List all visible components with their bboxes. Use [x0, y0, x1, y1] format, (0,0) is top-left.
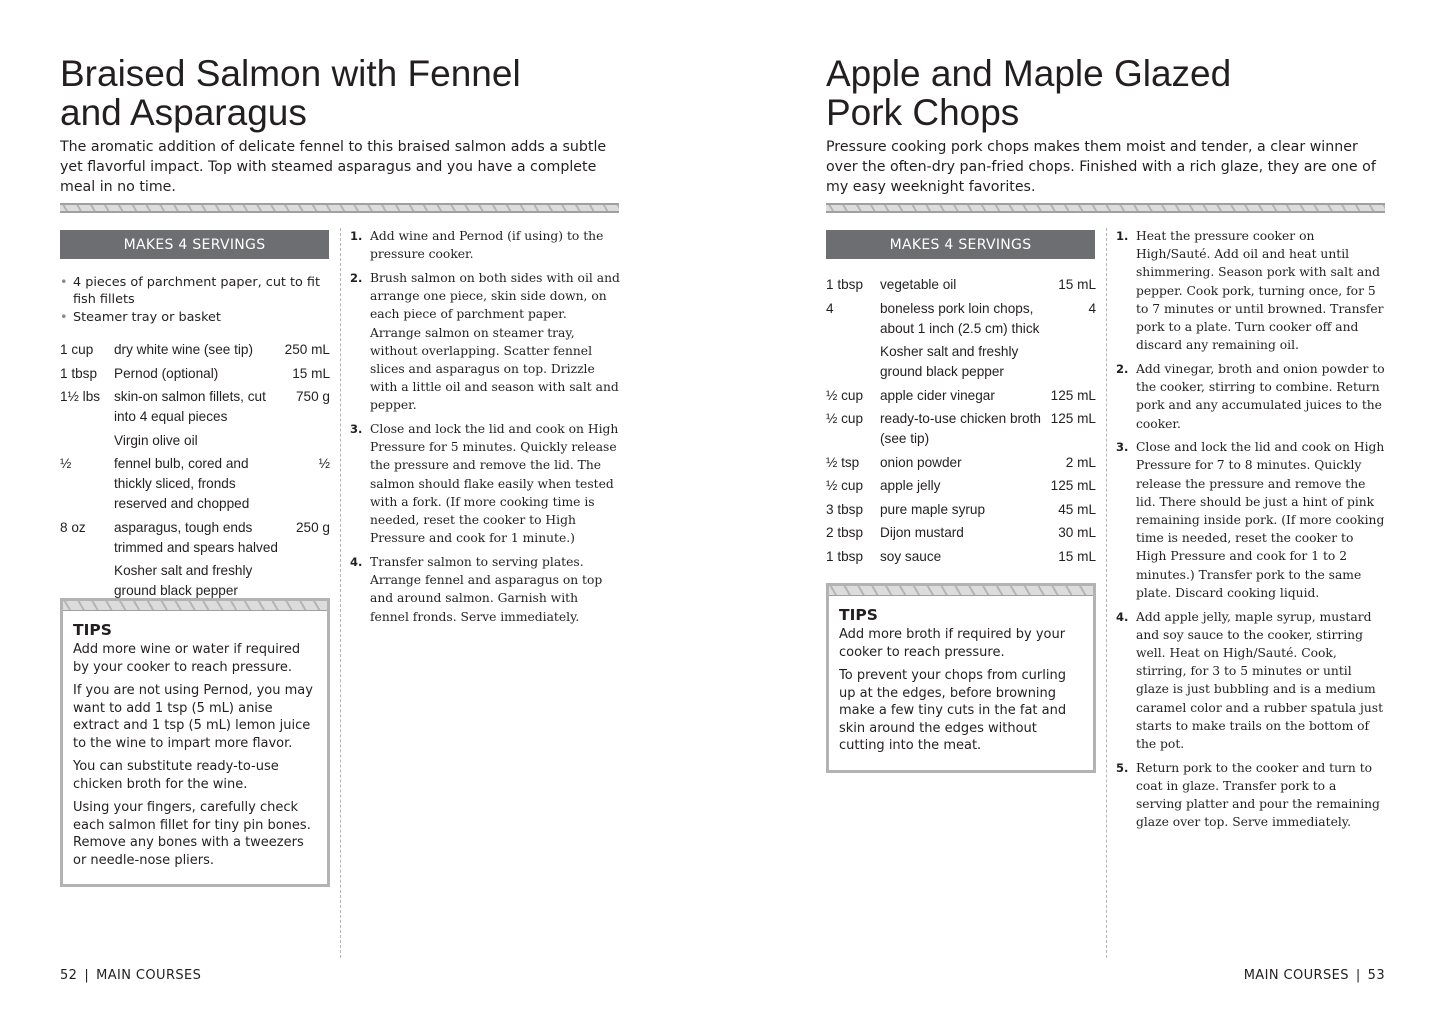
ingredient-row — [60, 340, 330, 360]
equipment-item: • Steamer tray or basket — [60, 309, 320, 326]
ingredient-qty: 1 tbsp — [826, 277, 864, 292]
page-number: 52 — [60, 968, 78, 983]
step-text: Close and lock the lid and cook on High Pressure for 5 minutes. Quickly release the pressure and remove the lid. The salmon should flake easily when tested with a fork. (If more cooking time is needed, reset the cooker to High Pressure and cook for 1 minute.) — [370, 422, 619, 546]
column-divider — [340, 228, 341, 958]
ingredient-qty: ½ cup — [826, 411, 864, 426]
ingredient-metric: 750 g — [295, 389, 330, 404]
step-number: 5. — [1116, 760, 1129, 775]
tips-box — [60, 598, 330, 887]
step-number: 3. — [350, 422, 363, 437]
ingredient-qty: 4 — [826, 300, 834, 316]
ingredient-metric — [284, 561, 330, 601]
step-text: Transfer salmon to serving plates. Arrange fennel and asparagus on top and around salmon. Garnish with fennel fronds. Serve immediately. — [370, 554, 603, 624]
page-footer — [60, 968, 201, 983]
ingredient-row — [60, 364, 330, 384]
ingredient-metric: 45 mL — [1058, 501, 1096, 517]
ingredient-row — [826, 275, 1096, 295]
step-number: 4. — [1116, 609, 1129, 624]
instruction-step — [1116, 360, 1386, 433]
ingredient-metric: 250 g — [295, 519, 330, 535]
step-text: Brush salmon on both sides with oil and arrange one piece, skin side down, on each piece of parchment paper. Arrange salmon on steamer tray, without overlapping. Scatter fennel slices and asparagus on top. Drizzle with a little oil and season with salt and pepper. — [370, 270, 620, 413]
ingredient-qty: 1 tbsp — [60, 365, 98, 381]
ingredient-qty: 2 tbsp — [826, 525, 864, 540]
ingredient-name: vegetable oil — [880, 277, 957, 292]
instructions-list — [350, 227, 620, 631]
ingredient-metric: 2 mL — [1065, 454, 1096, 470]
ingredient-metric: 4 — [1088, 300, 1096, 316]
ingredient-qty — [826, 342, 880, 382]
decorative-divider — [60, 203, 619, 213]
ingredient-row — [826, 476, 1096, 496]
ingredient-qty: ½ tsp — [826, 454, 860, 470]
ingredient-metric — [284, 431, 330, 451]
instruction-step — [350, 269, 620, 415]
step-number: 1. — [1116, 229, 1129, 243]
recipe-title — [60, 54, 660, 132]
ingredient-qty: 1 cup — [60, 342, 94, 357]
instruction-step — [1116, 759, 1386, 832]
tips-heading: TIPS — [839, 606, 878, 624]
tip-text: If you are not using Pernod, you may want to add 1 tsp (5 mL) anise extract and 1 tsp (5 mL) lemon juice to the wine to impart more flavor. — [73, 683, 313, 751]
tip-text: You can substitute ready-to-use chicken broth for the wine. — [73, 759, 279, 792]
tip-text: To prevent your chops from curling up at the edges, before browning make a few tiny cuts in the fat and skin around the edges without cutting into the meat. — [839, 668, 1067, 753]
step-text: Add wine and Pernod (if using) to the pressure cooker. — [370, 229, 604, 262]
ingredient-metric: 15 mL — [292, 365, 330, 381]
ingredient-metric: 125 mL — [1050, 411, 1096, 426]
tips-decorative-header — [829, 586, 1093, 596]
ingredient-row — [826, 299, 1096, 339]
instruction-step — [1116, 608, 1386, 754]
right-page — [722, 0, 1445, 1031]
left-page — [0, 0, 722, 1031]
ingredient-metric — [1050, 342, 1096, 382]
ingredient-row — [60, 454, 330, 514]
ingredient-metric: 250 mL — [284, 342, 330, 357]
ingredient-name: Virgin olive oil — [114, 432, 198, 448]
ingredient-name: pure maple syrup — [880, 501, 986, 517]
servings-banner: MAKES 4 SERVINGS — [826, 230, 1095, 259]
instruction-step — [1116, 227, 1386, 354]
ingredient-name: boneless pork loin chops, about 1 inch (2.5 cm) thick — [880, 300, 1040, 336]
recipe-intro: Pressure cooking pork chops makes them moist and tender, a clear winner over the often-dry pan-fried chops. Finished with a rich glaze, they are one of my easy weeknight favorites. — [826, 139, 1376, 195]
instructions-list — [1116, 227, 1386, 837]
step-number: 2. — [1116, 361, 1129, 376]
ingredient-name: apple cider vinegar — [880, 387, 995, 403]
section-name: MAIN COURSES — [1243, 968, 1349, 983]
ingredient-qty: 1 tbsp — [826, 548, 864, 564]
ingredient-row — [60, 431, 330, 451]
title-line-2: and Asparagus — [60, 92, 307, 133]
servings-banner: MAKES 4 SERVINGS — [60, 230, 329, 259]
equipment-item: • 4 pieces of parchment paper, cut to fit fish fillets — [60, 274, 320, 308]
instruction-step — [1116, 438, 1386, 602]
ingredient-qty: 8 oz — [60, 519, 86, 535]
tips-heading: TIPS — [73, 621, 112, 639]
ingredient-name: Kosher salt and freshly ground black pepper — [880, 344, 1019, 379]
ingredient-metric: 15 mL — [1058, 548, 1096, 564]
ingredient-row — [826, 547, 1096, 567]
title-line-2: Pork Chops — [826, 92, 1020, 133]
tip-text: Using your fingers, carefully check each salmon fillet for tiny pin bones. Remove any bones with a tweezers or needle-nose pliers. — [73, 800, 311, 868]
step-number: 1. — [350, 229, 363, 243]
recipe-title — [826, 54, 1426, 132]
step-number: 2. — [350, 270, 363, 285]
instruction-step — [350, 553, 620, 626]
step-text: Return pork to the cooker and turn to coat in glaze. Transfer pork to a serving platter and pour the remaining glaze over top. Serve immediately. — [1136, 760, 1380, 830]
section-name: MAIN COURSES — [96, 968, 202, 983]
step-text: Add vinegar, broth and onion powder to the cooker, stirring to combine. Return pork and any accumulated juices to the cooker. — [1136, 361, 1385, 431]
ingredient-metric: 30 mL — [1058, 525, 1096, 540]
footer-separator: | — [1355, 968, 1361, 983]
instruction-step — [350, 420, 620, 547]
ingredient-metric: 125 mL — [1050, 387, 1096, 403]
ingredient-name: skin-on salmon fillets, cut into 4 equal pieces — [114, 389, 266, 424]
ingredient-qty — [60, 431, 114, 451]
ingredient-name: soy sauce — [880, 548, 942, 564]
ingredient-metric: 15 mL — [1058, 277, 1096, 292]
ingredient-name: ready-to-use chicken broth (see tip) — [880, 411, 1041, 446]
ingredient-row — [60, 387, 330, 427]
step-number: 3. — [1116, 440, 1129, 455]
ingredients-table — [60, 340, 330, 605]
ingredient-row — [826, 523, 1096, 543]
ingredient-qty — [60, 561, 114, 601]
ingredient-row — [826, 453, 1096, 473]
ingredient-row — [826, 500, 1096, 520]
ingredient-row — [826, 342, 1096, 382]
ingredient-name: Dijon mustard — [880, 525, 964, 540]
title-line-1: Braised Salmon with Fennel — [60, 53, 521, 94]
recipe-intro: The aromatic addition of delicate fennel to this braised salmon adds a subtle yet flavorful impact. Top with steamed asparagus and you have a complete meal in no time. — [60, 139, 607, 195]
ingredient-name: onion powder — [880, 454, 962, 470]
ingredient-name: Kosher salt and freshly ground black pepper — [114, 563, 253, 598]
ingredient-qty: 1½ lbs — [60, 389, 101, 404]
ingredient-qty: ½ — [60, 456, 72, 471]
ingredient-name: asparagus, tough ends trimmed and spears halved — [114, 519, 278, 555]
ingredient-qty: 3 tbsp — [826, 501, 864, 517]
page-number: 53 — [1367, 968, 1385, 983]
tips-box — [826, 583, 1096, 773]
decorative-divider — [826, 203, 1385, 213]
step-text: Close and lock the lid and cook on High Pressure for 7 to 8 minutes. Quickly release the pressure and remove the lid. There should be just a hint of pink remaining inside pork. (If more cooking time is needed, reset the cooker to High Pressure and cook for 1 to 2 minutes.) Transfer pork to the same plate. Discard cooking liquid. — [1136, 440, 1385, 600]
step-text: Add apple jelly, maple syrup, mustard and soy sauce to the cooker, stirring well. Heat on High/Sauté. Cook, stirring, for 3 to 5 minutes or until glaze is just bubbling and is a medium caramel color and a rubber spatula just starts to make trails on the bottom of the pot. — [1136, 609, 1384, 751]
ingredient-qty: ½ cup — [826, 478, 864, 493]
tips-decorative-header — [63, 601, 327, 611]
ingredient-row — [60, 561, 330, 601]
page-footer — [1244, 968, 1385, 983]
tip-text: Add more broth if required by your cooker to reach pressure. — [839, 627, 1066, 660]
ingredient-metric: 125 mL — [1050, 478, 1096, 493]
instruction-step — [350, 227, 620, 263]
column-divider — [1106, 228, 1107, 958]
ingredient-name: dry white wine (see tip) — [114, 342, 254, 357]
title-line-1: Apple and Maple Glazed — [826, 53, 1232, 94]
step-number: 4. — [350, 554, 363, 569]
ingredient-row — [826, 386, 1096, 406]
footer-separator: | — [84, 968, 90, 983]
step-text: Heat the pressure cooker on High/Sauté. Add oil and heat until shimmering. Season pork with salt and pepper. Cook pork, turning once, for 5 to 7 minutes or until browned. Transfer pork to a plate. Turn cooker off and discard any remaining oil. — [1136, 229, 1384, 353]
ingredients-table — [826, 275, 1096, 570]
ingredient-row — [60, 518, 330, 558]
ingredient-name: apple jelly — [880, 478, 941, 493]
ingredient-row — [826, 409, 1096, 449]
ingredient-qty: ½ cup — [826, 387, 864, 403]
tip-text: Add more wine or water if required by your cooker to reach pressure. — [73, 642, 301, 675]
ingredient-name: Pernod (optional) — [114, 365, 219, 381]
ingredient-metric: ½ — [318, 456, 330, 471]
equipment-list — [60, 274, 320, 327]
ingredient-name: fennel bulb, cored and thickly sliced, fronds reserved and chopped — [114, 456, 250, 511]
